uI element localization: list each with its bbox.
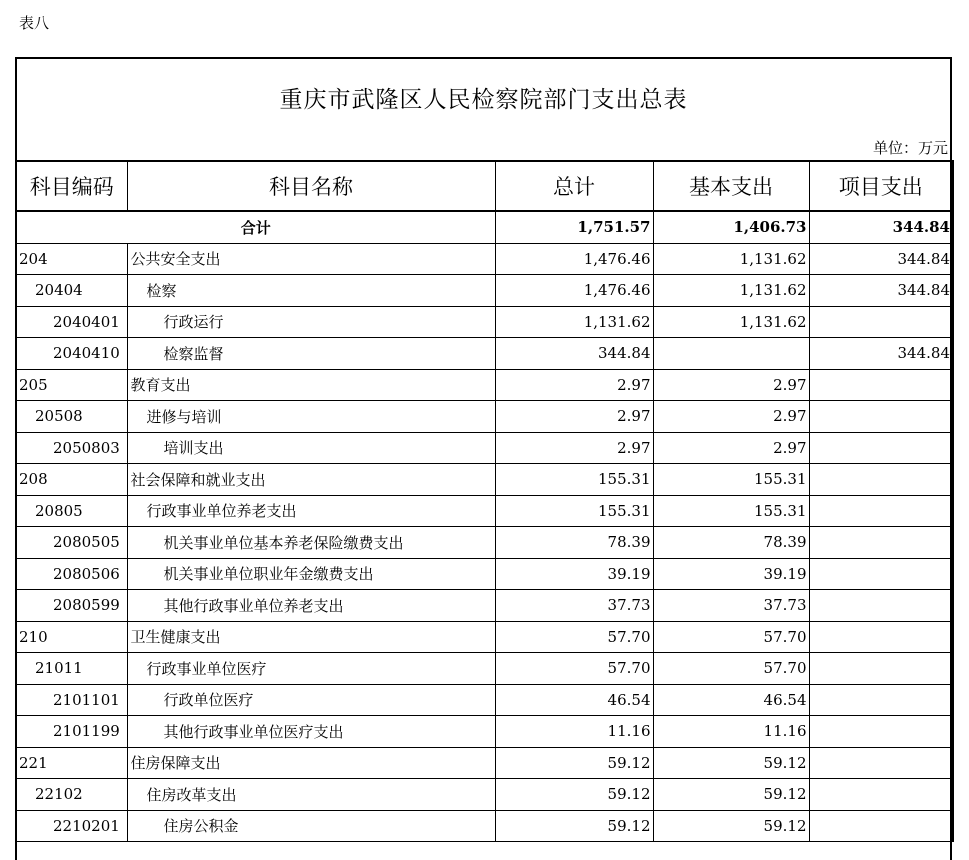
row-total: 1,476.46: [495, 243, 653, 275]
table-row: [16, 527, 953, 559]
row-basic: 11.16: [653, 716, 809, 748]
row-total: 57.70: [495, 653, 653, 685]
row-project: [809, 747, 953, 779]
row-project: [809, 464, 953, 496]
row-basic: 155.31: [653, 495, 809, 527]
row-code: 20404: [16, 275, 127, 307]
row-project: [809, 590, 953, 622]
row-name: 进修与培训: [127, 401, 495, 433]
row-name: 检察监督: [127, 338, 495, 370]
row-total: 46.54: [495, 684, 653, 716]
row-total: 2.97: [495, 369, 653, 401]
row-total: 11.16: [495, 716, 653, 748]
row-name: 行政事业单位医疗: [127, 653, 495, 685]
row-code: 2080599: [16, 590, 127, 622]
page-label: 表八: [19, 14, 50, 32]
row-total: 2.97: [495, 401, 653, 433]
row-basic: 1,131.62: [653, 243, 809, 275]
row-basic: 1,131.62: [653, 306, 809, 338]
table-row: [16, 464, 953, 496]
row-name: 培训支出: [127, 432, 495, 464]
row-name: 教育支出: [127, 369, 495, 401]
row-basic: 37.73: [653, 590, 809, 622]
row-total: 2.97: [495, 432, 653, 464]
row-project: [809, 369, 953, 401]
table-row: [16, 747, 953, 779]
row-basic: 57.70: [653, 621, 809, 653]
row-name: 机关事业单位基本养老保险缴费支出: [127, 527, 495, 559]
row-project: [809, 558, 953, 590]
row-basic: 2.97: [653, 401, 809, 433]
row-project: [809, 684, 953, 716]
row-name: 检察: [127, 275, 495, 307]
row-code: 208: [16, 464, 127, 496]
row-code: 22102: [16, 779, 127, 811]
total-project: 344.84: [809, 211, 953, 243]
row-name: 公共安全支出: [127, 243, 495, 275]
header-total: 总计: [495, 161, 653, 211]
row-name: 行政运行: [127, 306, 495, 338]
row-total: 78.39: [495, 527, 653, 559]
row-total: 1,131.62: [495, 306, 653, 338]
expenditure-table: [15, 160, 954, 842]
table-row: [16, 275, 953, 307]
row-basic: 59.12: [653, 779, 809, 811]
header-basic: 基本支出: [653, 161, 809, 211]
row-name: 行政事业单位养老支出: [127, 495, 495, 527]
row-code: 2080506: [16, 558, 127, 590]
row-total: 59.12: [495, 810, 653, 842]
row-project: [809, 779, 953, 811]
row-name: 住房改革支出: [127, 779, 495, 811]
row-code: 205: [16, 369, 127, 401]
row-code: 2050803: [16, 432, 127, 464]
row-basic: 59.12: [653, 747, 809, 779]
report-title: 重庆市武隆区人民检察院部门支出总表: [279, 87, 688, 113]
table-row: [16, 558, 953, 590]
row-total: 155.31: [495, 495, 653, 527]
row-code: 2210201: [16, 810, 127, 842]
total-basic: 1,406.73: [653, 211, 809, 243]
header-code: 科目编码: [16, 161, 127, 211]
row-basic: 46.54: [653, 684, 809, 716]
total-value: 1,751.57: [495, 211, 653, 243]
row-code: 204: [16, 243, 127, 275]
row-name: 行政单位医疗: [127, 684, 495, 716]
row-project: [809, 527, 953, 559]
table-row: [16, 432, 953, 464]
table-row: [16, 306, 953, 338]
row-code: 2101199: [16, 716, 127, 748]
row-total: 57.70: [495, 621, 653, 653]
row-total: 59.12: [495, 779, 653, 811]
row-project: 344.84: [809, 275, 953, 307]
row-basic: [653, 338, 809, 370]
row-name: 其他行政事业单位医疗支出: [127, 716, 495, 748]
row-basic: 155.31: [653, 464, 809, 496]
row-project: [809, 653, 953, 685]
header-row: [16, 161, 953, 211]
table-row: [16, 401, 953, 433]
row-name: 住房公积金: [127, 810, 495, 842]
row-total: 155.31: [495, 464, 653, 496]
row-basic: 1,131.62: [653, 275, 809, 307]
row-total: 59.12: [495, 747, 653, 779]
row-project: [809, 401, 953, 433]
header-project: 项目支出: [809, 161, 953, 211]
row-total: 1,476.46: [495, 275, 653, 307]
header-name: 科目名称: [127, 161, 495, 211]
table-row: [16, 338, 953, 370]
row-name: 机关事业单位职业年金缴费支出: [127, 558, 495, 590]
total-row: [16, 211, 953, 243]
row-total: 39.19: [495, 558, 653, 590]
table-row: [16, 810, 953, 842]
table-row: [16, 716, 953, 748]
table-row: [16, 684, 953, 716]
total-label: 合计: [16, 211, 495, 243]
row-code: 2101101: [16, 684, 127, 716]
unit-label: 单位：万元: [872, 139, 948, 157]
row-total: 37.73: [495, 590, 653, 622]
row-name: 其他行政事业单位养老支出: [127, 590, 495, 622]
row-code: 221: [16, 747, 127, 779]
table-row: [16, 243, 953, 275]
table-row: [16, 779, 953, 811]
report-frame: [15, 57, 952, 860]
row-project: [809, 716, 953, 748]
row-code: 21011: [16, 653, 127, 685]
row-project: [809, 621, 953, 653]
row-project: [809, 495, 953, 527]
row-name: 住房保障支出: [127, 747, 495, 779]
row-name: 社会保障和就业支出: [127, 464, 495, 496]
row-project: [809, 810, 953, 842]
table-row: [16, 653, 953, 685]
row-total: 344.84: [495, 338, 653, 370]
row-basic: 78.39: [653, 527, 809, 559]
row-project: 344.84: [809, 243, 953, 275]
row-basic: 2.97: [653, 369, 809, 401]
table-row: [16, 590, 953, 622]
row-project: [809, 432, 953, 464]
row-code: 20508: [16, 401, 127, 433]
table-row: [16, 495, 953, 527]
row-code: 20805: [16, 495, 127, 527]
row-name: 卫生健康支出: [127, 621, 495, 653]
row-basic: 57.70: [653, 653, 809, 685]
row-project: 344.84: [809, 338, 953, 370]
row-code: 210: [16, 621, 127, 653]
row-basic: 2.97: [653, 432, 809, 464]
table-row: [16, 369, 953, 401]
table-row: [16, 621, 953, 653]
row-code: 2040401: [16, 306, 127, 338]
row-project: [809, 306, 953, 338]
row-basic: 59.12: [653, 810, 809, 842]
row-code: 2080505: [16, 527, 127, 559]
row-basic: 39.19: [653, 558, 809, 590]
row-code: 2040410: [16, 338, 127, 370]
